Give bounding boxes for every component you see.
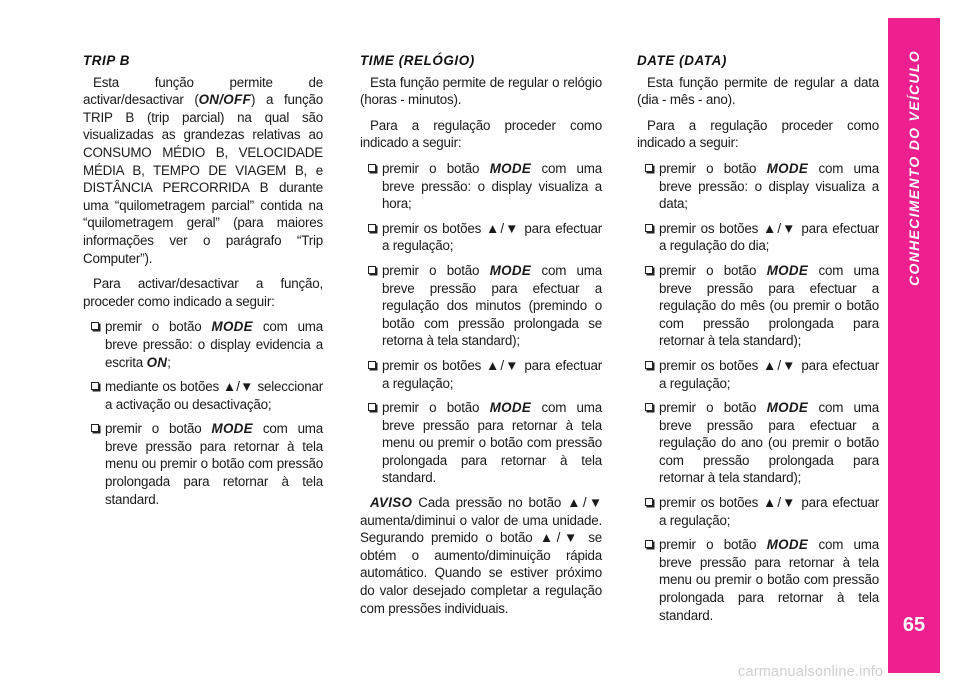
- checkbox-bullet-icon: [645, 266, 653, 274]
- checkbox-bullet-icon: [368, 224, 376, 232]
- trip-b-step-3: premir o botão MODE com uma breve pressão para retornar à tela menu ou premir o botão com pressão prolongada para retornar à tela standard.: [83, 420, 323, 508]
- checkbox-bullet-icon: [645, 498, 653, 506]
- mode-label: MODE: [211, 319, 253, 335]
- checkbox-bullet-icon: [368, 403, 376, 411]
- time-heading: TIME (RELÓGIO): [360, 53, 475, 68]
- date-intro: Esta função permite de regular a data (dia - mês - ano).: [637, 74, 879, 108]
- date-step-3: premir o botão MODE com uma breve pressão para efectuar a regulação do mês (ou premir o botão com pressão prolongada para retornar à tela standard);: [637, 262, 879, 350]
- arrow-up-down-icon: ▲/▼: [485, 220, 520, 236]
- on-label: ON: [146, 354, 168, 370]
- date-section: [637, 52, 879, 631]
- mode-label: MODE: [489, 262, 532, 278]
- arrow-up-down-icon: ▲/▼: [762, 220, 797, 236]
- time-step-4: premir os botões ▲/▼ para efectuar a regulação;: [360, 357, 602, 392]
- checkbox-bullet-icon: [368, 361, 376, 369]
- notice-label: AVISO: [370, 495, 413, 511]
- watermark: carmanualsonline.info: [738, 664, 884, 680]
- mode-label: MODE: [766, 262, 809, 278]
- date-step-4: premir os botões ▲/▼ para efectuar a regulação;: [637, 357, 879, 392]
- checkbox-bullet-icon: [645, 540, 653, 548]
- on-off-label: ON/OFF: [198, 92, 251, 108]
- arrow-up-down-icon: ▲/▼: [485, 357, 520, 373]
- date-step-1: premir o botão MODE com uma breve pressão: o display visualiza a data;: [637, 160, 879, 213]
- trip-b-heading: TRIP B: [83, 53, 130, 68]
- checkbox-bullet-icon: [645, 224, 653, 232]
- checkbox-bullet-icon: [91, 322, 99, 330]
- section-sidebar: [888, 18, 940, 673]
- trip-b-step-1: premir o botão MODE com uma breve pressão: o display evidencia a escrita ON;: [83, 318, 323, 371]
- section-title: CONHECIMENTO DO VEÍCULO: [906, 50, 923, 286]
- time-section: [360, 52, 602, 625]
- date-step-6: premir os botões ▲/▼ para efectuar a regulação;: [637, 494, 879, 529]
- time-step-5: premir o botão MODE com uma breve pressão para retornar à tela menu ou premir o botão com pressão prolongada para retornar à tela standard.: [360, 399, 602, 487]
- time-step-1: premir o botão MODE com uma breve pressão: o display visualiza a hora;: [360, 160, 602, 213]
- mode-label: MODE: [766, 400, 809, 416]
- arrow-up-down-icon: ▲/▼: [222, 379, 254, 395]
- arrow-up-down-icon: ▲/▼: [762, 495, 797, 511]
- checkbox-bullet-icon: [368, 164, 376, 172]
- checkbox-bullet-icon: [645, 164, 653, 172]
- time-step-2: premir os botões ▲/▼ para efectuar a regulação;: [360, 220, 602, 255]
- checkbox-bullet-icon: [645, 361, 653, 369]
- time-step-3: premir o botão MODE com uma breve pressão para efectuar a regulação dos minutos (premindo o botão com pressão prolongada se retorna à tela standard);: [360, 262, 602, 350]
- checkbox-bullet-icon: [645, 403, 653, 411]
- date-heading: DATE (DATA): [637, 53, 727, 68]
- page-number: 65: [902, 614, 926, 636]
- time-intro: Esta função permite de regular o relógio (horas - minutos).: [360, 74, 602, 108]
- date-step-5: premir o botão MODE com uma breve pressão para efectuar a regulação do ano (ou premir o botão com pressão prolongada para retornar à tela standard);: [637, 399, 879, 487]
- mode-label: MODE: [211, 421, 253, 437]
- trip-b-section: [83, 52, 323, 515]
- date-step-7: premir o botão MODE com uma breve pressão para retornar à tela menu ou premir o botão com pressão prolongada para retornar à tela standard.: [637, 536, 879, 624]
- checkbox-bullet-icon: [368, 266, 376, 274]
- checkbox-bullet-icon: [91, 382, 99, 390]
- checkbox-bullet-icon: [91, 424, 99, 432]
- date-step-2: premir os botões ▲/▼ para efectuar a regulação do dia;: [637, 220, 879, 255]
- mode-label: MODE: [489, 400, 532, 416]
- trip-b-intro: Esta função permite de activar/desactivar (ON/OFF) a função TRIP B (trip parcial) na qual são visualizadas as grandezas relativas ao CONSUMO MÉDIO B, VELOCIDADE MÉDIA B, TEMPO DE VIAGEM B, e DISTÂNCIA PERCORRIDA B durante uma “quilometragem parcial” contida na “quilometragem geral” (para maiores informações ver o parágrafo “Trip Computer”).: [83, 74, 323, 266]
- time-notice: AVISO Cada pressão no botão ▲/▼ aumenta/diminui o valor de uma unidade. Segurando premido o botão ▲/▼ se obtém o aumento/diminuição rápida automático. Quando se estiver próximo do valor desejado completar a regulação com pressões individuais.: [360, 495, 602, 616]
- trip-b-procedure: Para activar/desactivar a função, proceder como indicado a seguir:: [83, 276, 323, 309]
- mode-label: MODE: [766, 160, 809, 176]
- date-procedure: Para a regulação proceder como indicado a seguir:: [637, 117, 879, 151]
- arrow-up-down-icon: ▲/▼: [762, 357, 797, 373]
- mode-label: MODE: [489, 160, 532, 176]
- trip-b-step-2: mediante os botões ▲/▼ seleccionar a activação ou desactivação;: [83, 378, 323, 413]
- arrow-up-down-icon: ▲/▼: [539, 530, 581, 546]
- arrow-up-down-icon: ▲/▼: [567, 495, 602, 511]
- time-procedure: Para a regulação proceder como indicado a seguir:: [360, 117, 602, 151]
- mode-label: MODE: [766, 537, 809, 553]
